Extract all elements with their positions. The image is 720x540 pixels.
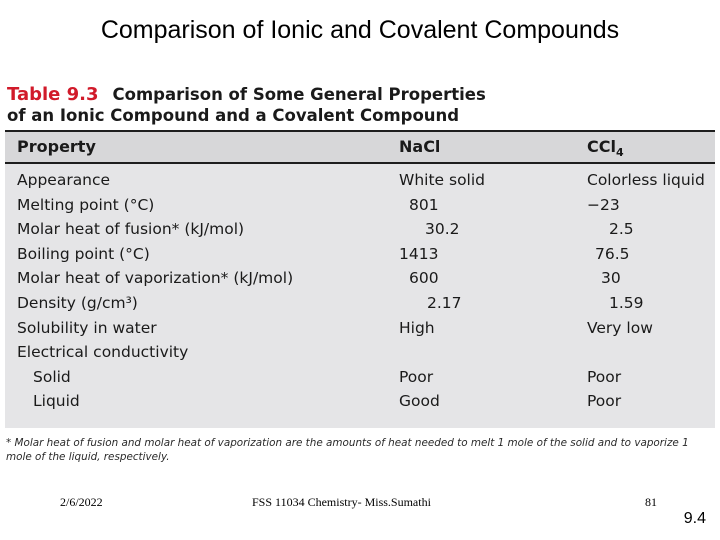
row-property: Density (g/cm³) (17, 293, 138, 312)
row-ccl4-value: Very low (587, 318, 653, 337)
table-number: Table 9.3 (7, 84, 99, 105)
table-header-row (5, 132, 715, 164)
row-nacl-value: High (399, 318, 435, 337)
row-property: Appearance (17, 171, 111, 189)
row-nacl-value: Poor (399, 367, 434, 386)
table-row (5, 342, 715, 367)
row-nacl-value: 600 (409, 269, 439, 288)
row-nacl-value: 801 (409, 195, 439, 214)
row-nacl-value: 2.17 (427, 293, 462, 312)
footnote-line2: mole of the liquid, respectively. (6, 451, 170, 463)
table-row (5, 391, 715, 416)
footnote-line1: * Molar heat of fusion and molar heat of vaporization are the amounts of heat needed to melt 1 mole of the solid and to vaporize 1 (6, 437, 689, 449)
row-property: Liquid (33, 392, 80, 411)
properties-table (5, 132, 715, 428)
table-body (5, 170, 715, 416)
row-property: Solid (33, 367, 71, 386)
row-ccl4-value: Poor (587, 367, 622, 386)
table-row (5, 268, 715, 293)
row-ccl4-value: Poor (587, 392, 622, 411)
slide-title: Comparison of Ionic and Covalent Compounds (100, 16, 620, 44)
header-nacl: NaCl (399, 137, 441, 156)
header-ccl4-subscript: 4 (615, 146, 624, 160)
row-ccl4-value: 1.59 (609, 293, 644, 312)
table-row (5, 318, 715, 343)
row-property: Molar heat of fusion* (kJ/mol) (17, 220, 245, 239)
table-caption-line1: Comparison of Some General Properties (112, 85, 486, 104)
row-property: Melting point (°C) (17, 195, 155, 214)
table-caption-line2: of an Ionic Compound and a Covalent Compound (7, 106, 460, 125)
table-row (5, 367, 715, 392)
table-row (5, 219, 715, 244)
row-ccl4-value: 76.5 (595, 244, 630, 263)
table-heading (7, 84, 697, 126)
table-row (5, 244, 715, 269)
row-property: Solubility in water (17, 318, 157, 337)
header-ccl4-main: CCl (587, 137, 616, 156)
table-heading-line1 (7, 84, 697, 105)
table-footnote (6, 436, 696, 464)
row-ccl4-value: −23 (587, 195, 620, 214)
row-ccl4-value: 30 (601, 269, 621, 288)
row-nacl-value: 1413 (399, 244, 439, 263)
row-nacl-value: 30.2 (425, 220, 460, 239)
table-row (5, 195, 715, 220)
header-ccl4 (587, 137, 624, 159)
header-property: Property (17, 137, 96, 156)
footer-date: 2/6/2022 (60, 495, 103, 509)
table-row (5, 170, 715, 195)
row-ccl4-value: 2.5 (609, 220, 634, 239)
slide-number: 9.4 (683, 510, 706, 527)
table-row (5, 293, 715, 318)
row-nacl-value: White solid (399, 171, 486, 189)
row-property: Molar heat of vaporization* (kJ/mol) (17, 269, 294, 288)
row-nacl-value: Good (399, 392, 440, 411)
row-property: Electrical conductivity (17, 343, 189, 362)
row-property: Boiling point (°C) (17, 244, 150, 263)
row-ccl4-value: Colorless liquid (587, 171, 705, 189)
footer-course: FSS 11034 Chemistry- Miss.Sumathi (252, 495, 431, 509)
footer-page: 81 (645, 495, 657, 509)
